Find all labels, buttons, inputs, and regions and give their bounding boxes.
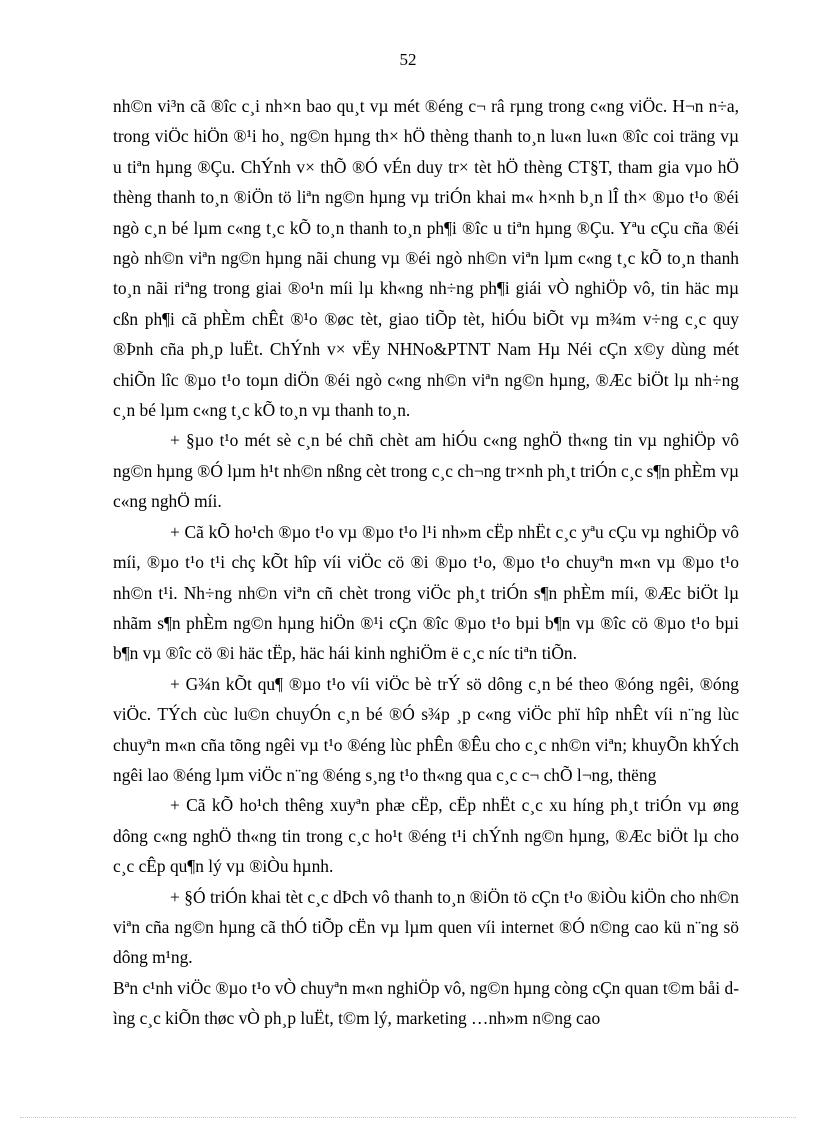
- list-item: + §Ó triÓn khai tèt c¸c dÞch vô thanh to¸n ®iÖn tö cÇn t¹o ®iÒu kiÖn cho nh©n viªn cña ng©n hµng cã thÓ tiÕp cËn vµ lµm quen víi internet ®Ó n©ng cao kü n¨ng sö dông m¹ng.: [113, 886, 739, 968]
- list-item: + Cã kÕ ho¹ch ®µo t¹o vµ ®µo t¹o l¹i nh»m cËp nhËt c¸c yªu cÇu vµ nghiÖp vô míi, ®µo t¹o t¹i chç kÕt hîp víi viÖc cö ®i ®µo t¹o, ®µo t¹o chuyªn m«n vµ ®µo t¹o nh©n t¹i. Nh÷ng nh©n viªn cñ chèt trong viÖc ph¸t triÓn s¶n phÈm míi, ®Æc biÖt lµ nhãm s¶n phÈm ng©n hµng hiÖn ®¹i cÇn ®îc ®µo t¹o bµi b¶n vµ ®îc cö ®µo t¹o bµi b¶n vµ ®îc cö ®i häc tËp, häc hái kinh nghiÖm ë c¸c níc tiªn tiÕn.: [113, 521, 739, 664]
- paragraph-closing: Bªn c¹nh viÖc ®µo t¹o vÒ chuyªn m«n nghiÖp vô, ng©n hµng còng cÇn quan t©m båi dìng c¸c kiÕn thøc vÒ ph¸p luËt, t©m lý, marketing …nh»m n©ng cao: [113, 977, 739, 1029]
- list-item: + §µo t¹o mét sè c¸n bé chñ chèt am hiÓu c«ng nghÖ th«ng tin vµ nghiÖp vô ng©n hµng ®Ó lµm h¹t nh©n nßng cèt trong c¸c ch¬ng tr×nh ph¸t triÓn c¸c s¶n phÈm vµ c«ng nghÖ míi.: [113, 430, 739, 512]
- body-text: [113, 91, 739, 1034]
- paragraph-intro: nh©n vi³n cã ®îc c¸i nh×n bao qu¸t vµ mét ®éng c¬ râ rµng trong c«ng viÖc. H¬n n÷a, trong viÖc hiÖn ®¹i ho¸ ng©n hµng th× hÖ thèng thanh to¸n lu«n lu«n ®îc coi träng vµ u tiªn hµng ®Çu. ChÝnh v× thÕ ®Ó vÉn duy tr× tèt hÖ thèng CT§T, tham gia vµo hÖ thèng thanh to¸n ®iÖn tö liªn ng©n hµng vµ triÓn khai m« h×nh b¸n lÎ th× ®µo t¹o ®éi ngò c¸n bé lµm c«ng t¸c kÕ to¸n thanh to¸n ph¶i ®îc u tiªn hµng ®Çu. Yªu cÇu cña ®éi ngò nh©n viªn ng©n hµng nãi chung vµ ®éi ngò nh©n viªn lµm c«ng t¸c kÕ to¸n thanh to¸n nãi riªng trong giai ®o¹n míi lµ kh«ng nh÷ng ph¶i giái vÒ nghiÖp vô, tin häc mµ cßn ph¶i cã phÈm chÊt ®¹o ®øc tèt, giao tiÕp tèt, hiÓu biÕt vµ m¾m v÷ng c¸c quy ®Þnh cña ph¸p luËt. ChÝnh v× vËy NHNo&PTNT Nam Hµ Néi cÇn x©y dùng mét chiÕn lîc ®µo t¹o toµn diÖn ®éi ngò c«ng nh©n viªn ng©n hµng, ®Æc biÖt lµ nh÷ng c¸n bé lµm c«ng t¸c kÕ to¸n vµ thanh to¸n.: [113, 96, 739, 421]
- list-item: + G¾n kÕt qu¶ ®µo t¹o víi viÖc bè trÝ sö dông c¸n bé theo ®óng ngêi, ®óng viÖc. TÝch cùc lu©n chuyÓn c¸n bé ®Ó s¾p ¸p c«ng viÖc phï hîp nhÊt víi n¨ng lùc chuyªn m«n cña tõng ngêi vµ t¹o ®éng lùc phÊn ®Êu cho c¸c nh©n viªn; khuyÕn khÝch ngêi lao ®éng lµm viÖc n¨ng ®éng s¸ng t¹o th«ng qua c¸c c¬ chÕ l¬ng, thëng: [113, 673, 739, 785]
- list-item: + Cã kÕ ho¹ch thêng xuyªn phæ cËp, cËp nhËt c¸c xu híng ph¸t triÓn vµ øng dông c«ng nghÖ th«ng tin trong c¸c ho¹t ®éng t¹i chÝnh ng©n hµng, ®Æc biÖt lµ cho c¸c cÊp qu¶n lý vµ ®iÒu hµnh.: [113, 795, 739, 877]
- page-bottom-divider: [20, 1117, 796, 1118]
- page-number: 52: [399, 50, 417, 69]
